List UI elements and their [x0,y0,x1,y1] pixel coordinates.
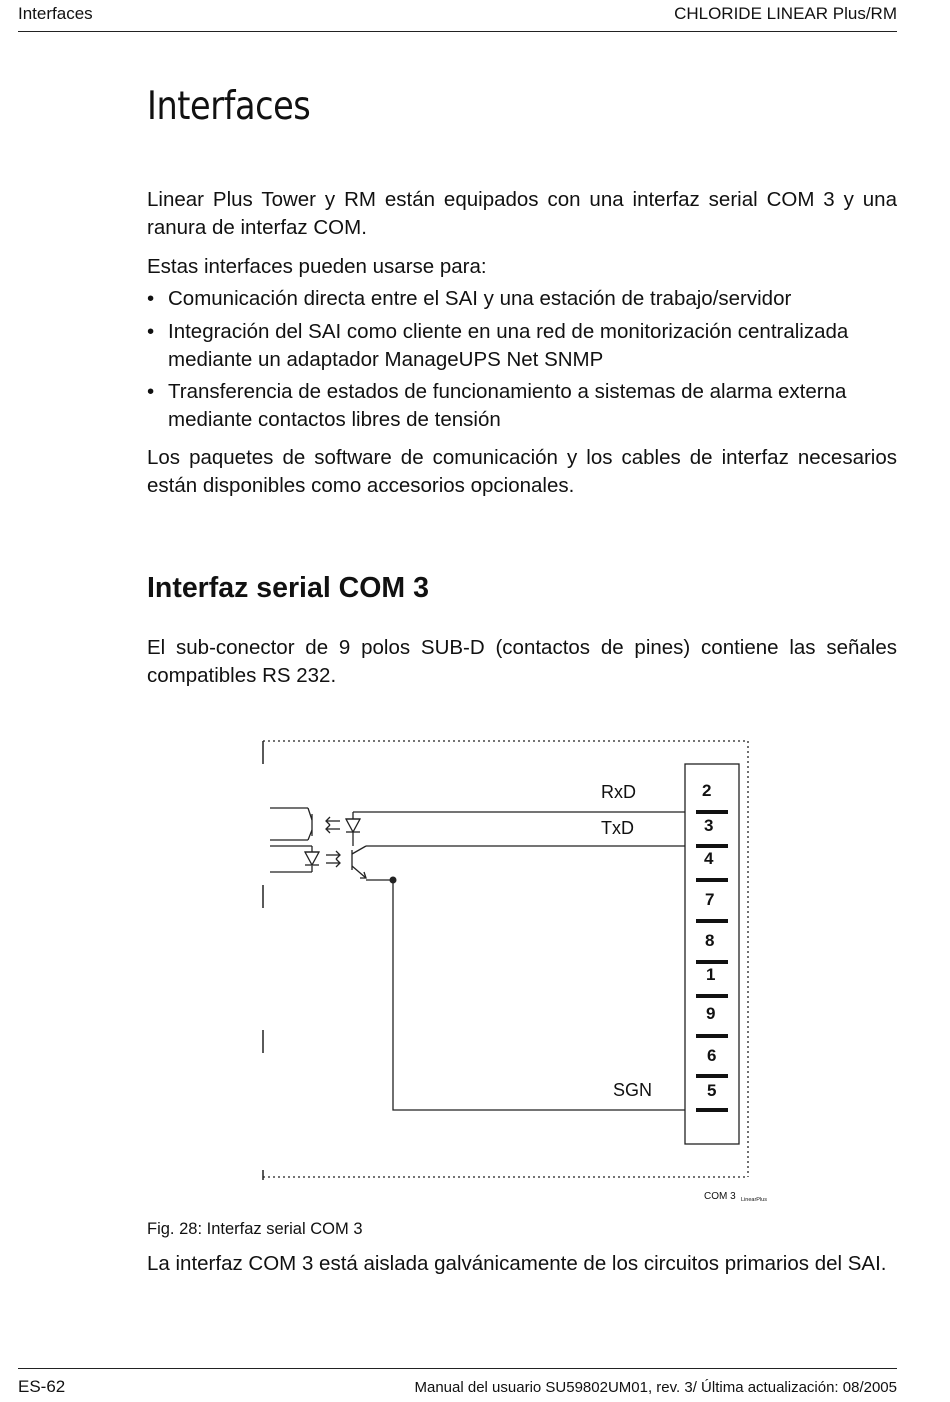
footer-doc-info: Manual del usuario SU59802UM01, rev. 3/ Última actualización: 08/2005 [414,1379,897,1396]
signal-label-sgn: SGN [613,1080,653,1100]
pin-number: 5 [707,1081,717,1100]
diagram-sublabel: LinearPlus [741,1197,767,1203]
sgn-wire [366,880,685,1110]
pin-number: 8 [705,931,715,950]
pin-number: 6 [707,1046,717,1065]
signal-label-rxd: RxD [601,782,636,802]
bullet-text: Comunicación directa entre el SAI y una estación de trabajo/servidor [168,287,792,310]
bullet-dot: • [147,320,155,343]
pin-number: 1 [706,965,716,984]
section-heading: Interfaz serial COM 3 [147,572,429,604]
optocoupler-rxd [270,808,360,846]
intro-paragraph-3: Los paquetes de software de comunicación y los cables de interfaz necesarios están disponibles como accesorios opcionales. [147,446,897,497]
page-title: Interfaces [147,84,311,129]
pin-number: 4 [704,849,714,868]
diagram-label: COM 3 [704,1191,736,1202]
intro-paragraph-2: Estas interfaces pueden usarse para: [147,255,487,278]
optocoupler-txd [270,846,366,878]
intro-paragraph-1: Linear Plus Tower y RM están equipados con una interfaz serial COM 3 y una ranura de interfaz COM. [147,188,897,239]
ground-junction-dot [390,877,397,884]
bullet-text: Integración del SAI como cliente en una red de monitorización centralizada mediante un adaptador ManageUPS Net SNMP [168,320,849,371]
figure-caption: Fig. 28: Interfaz serial COM 3 [147,1220,363,1238]
bullet-dot: • [147,380,155,403]
page-number: ES-62 [18,1377,66,1396]
pin-number: 9 [706,1004,716,1023]
bullet-dot: • [147,287,155,310]
signal-label-txd: TxD [601,818,634,838]
header-product-name: CHLORIDE LINEAR Plus/RM [674,4,897,23]
bullet-text: Transferencia de estados de funcionamiento a sistemas de alarma externa mediante contactos libres de tensión [168,380,847,431]
section-paragraph: El sub-conector de 9 polos SUB-D (contactos de pines) contiene las señales compatibles RS 232. [147,636,897,687]
pin-number: 2 [702,781,712,800]
figure-note: La interfaz COM 3 está aislada galvánicamente de los circuitos primarios del SAI. [147,1252,887,1275]
footer-divider [18,1368,897,1369]
pin-number: 7 [705,890,715,909]
pin-number: 3 [704,816,714,835]
header-section-label: Interfaces [18,4,93,23]
